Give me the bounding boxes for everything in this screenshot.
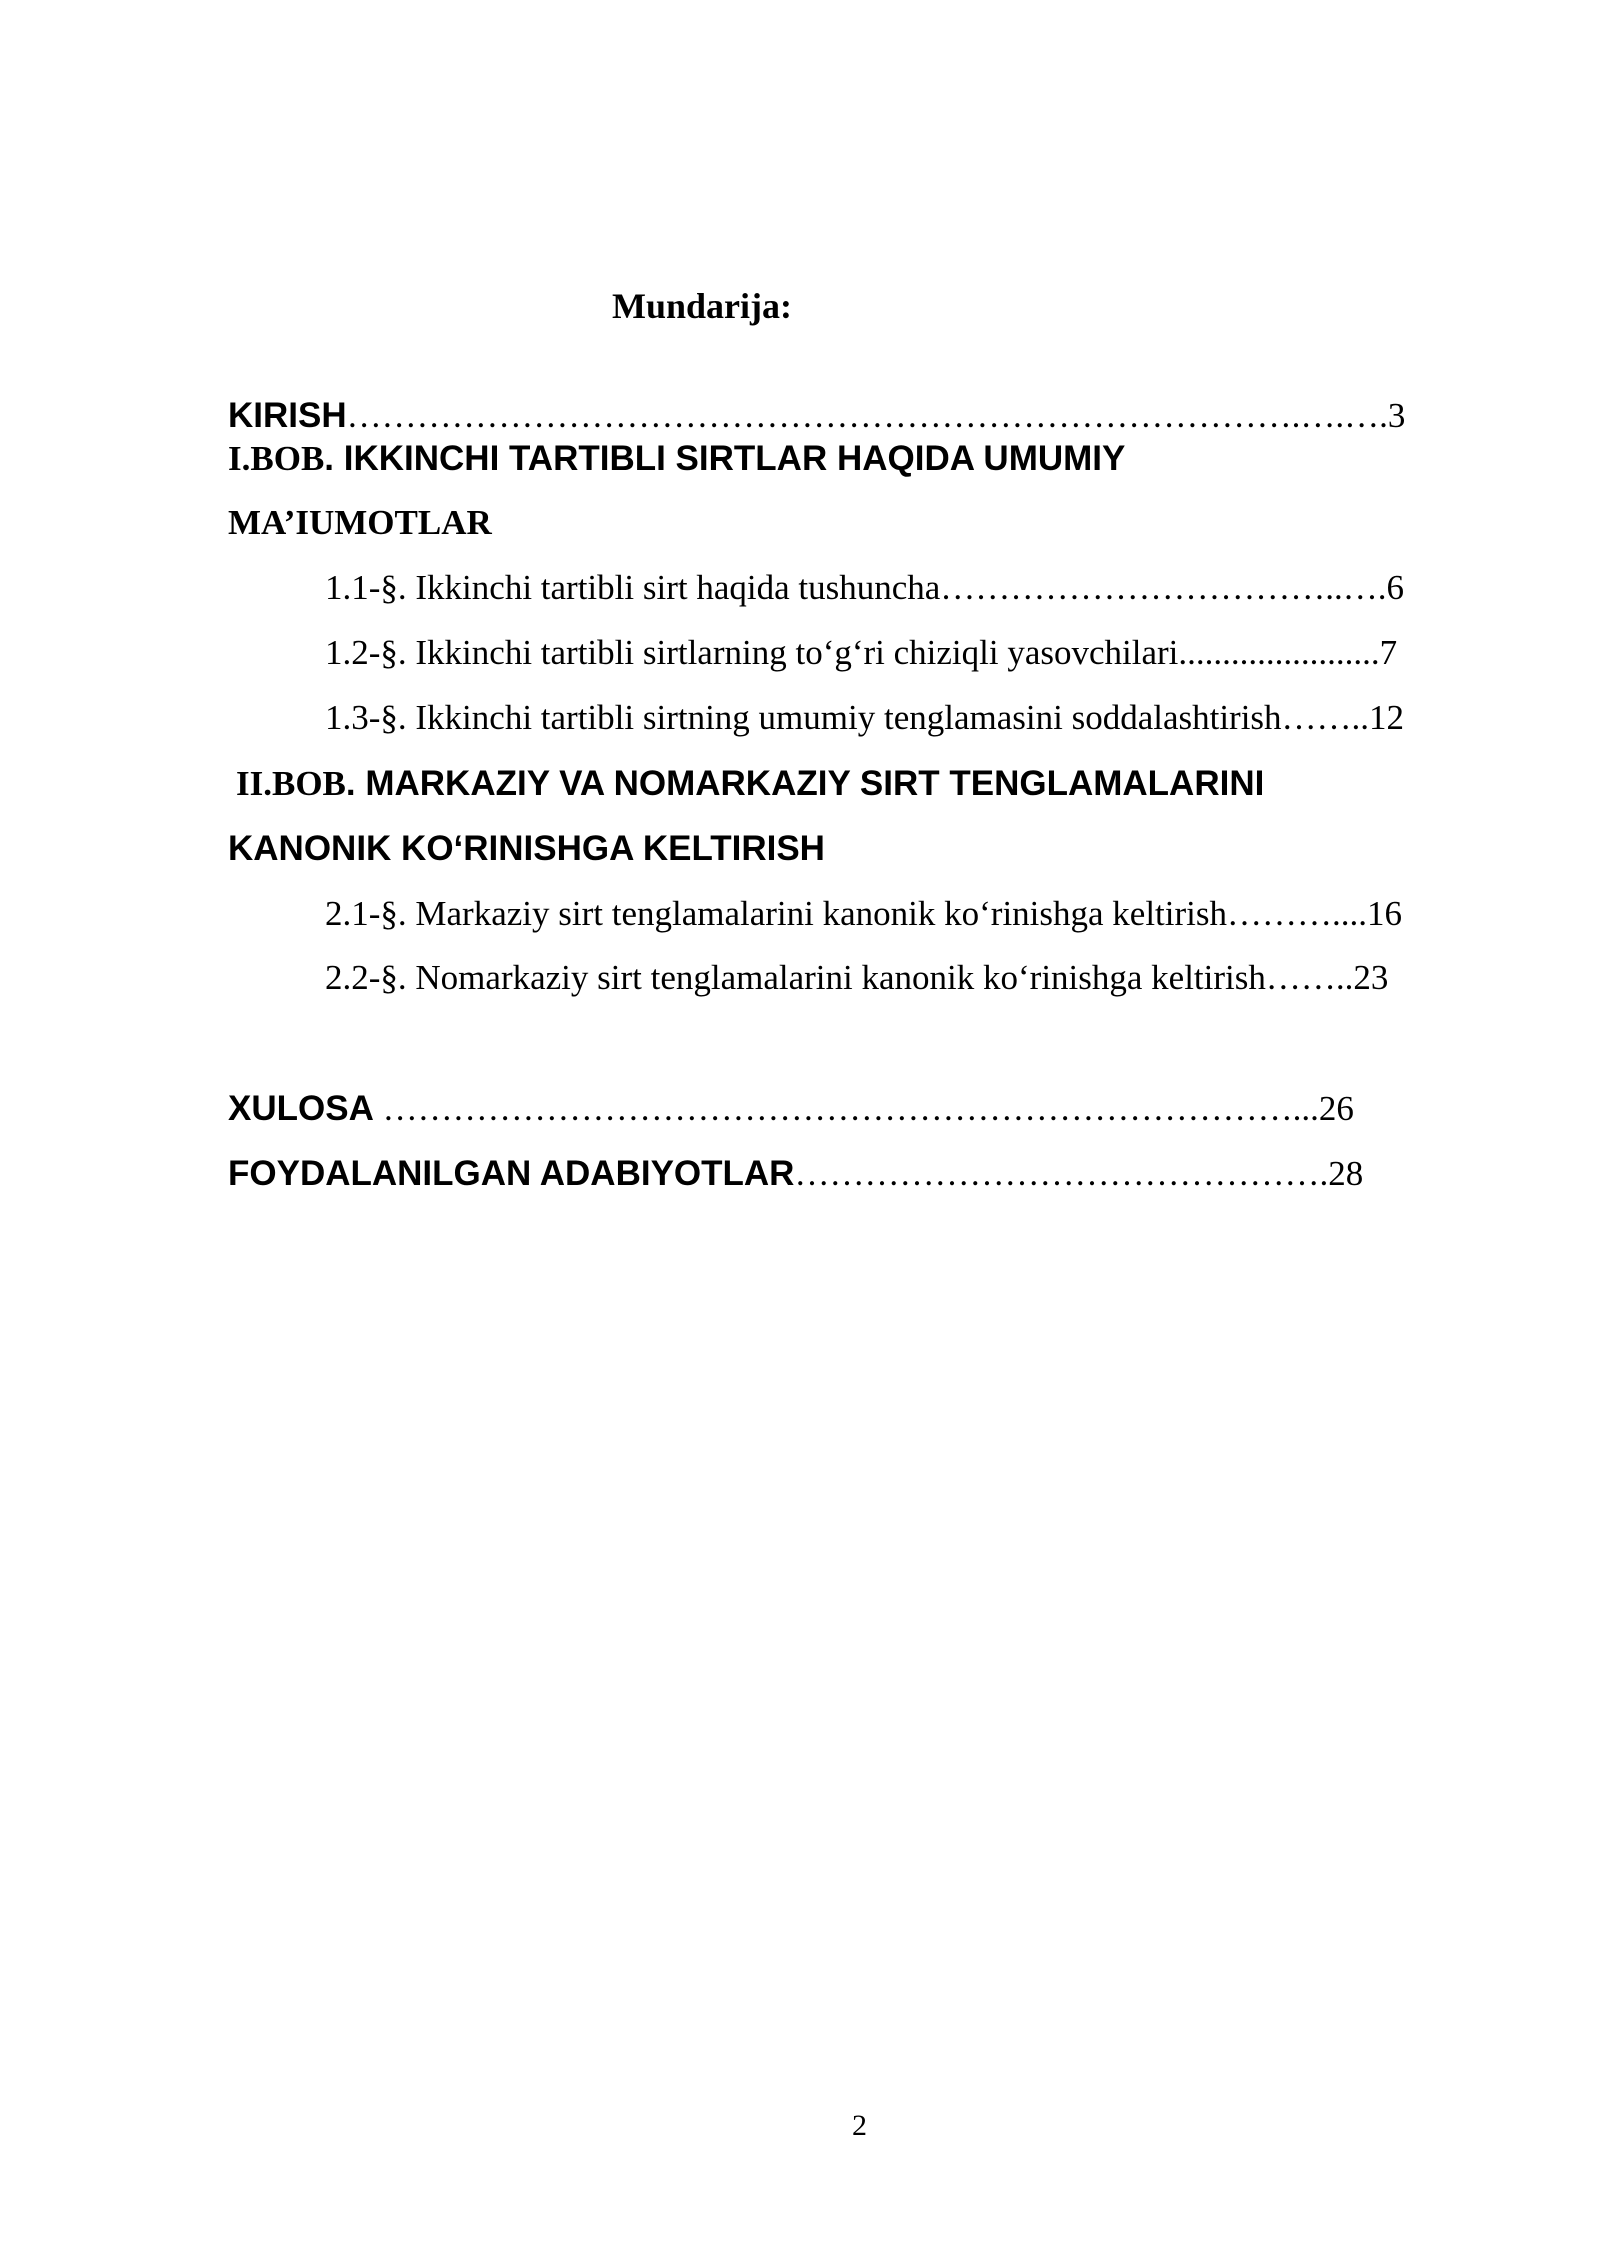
toc-entry-label: KIRISH	[228, 396, 347, 435]
toc-entry-section-2-2: 2.2-§. Nomarkaziy sirt tenglamalarini kanonik ko‘rinishga keltirish……..23	[325, 958, 1389, 997]
toc-leader: ……………………………………….	[794, 1154, 1329, 1193]
toc-chapter-label: II.BOB	[236, 764, 346, 803]
toc-chapter-title: MA’IUMOTLAR	[228, 503, 492, 542]
toc-entry-chapter-1	[228, 435, 1125, 483]
toc-entry-kirish	[228, 392, 1405, 440]
toc-chapter-title: . IKKINCHI TARTIBLI SIRTLAR HAQIDA UMUMIY	[324, 439, 1126, 478]
toc-entry-references	[228, 1150, 1363, 1198]
toc-entry-section-1-1: 1.1-§. Ikkinchi tartibli sirt haqida tushuncha……………………………..….6	[325, 568, 1405, 607]
toc-entry-xulosa	[228, 1085, 1354, 1133]
toc-page-number: 28	[1328, 1154, 1364, 1193]
toc-entry-label: FOYDALANILGAN ADABIYOTLAR	[228, 1154, 795, 1193]
toc-entry-chapter-2	[236, 760, 1264, 808]
toc-chapter-title: . MARKAZIY VA NOMARKAZIY SIRT TENGLAMALARINI	[345, 764, 1265, 803]
toc-entry-label: XULOSA	[228, 1089, 374, 1128]
page-number: 2	[852, 2109, 867, 2142]
toc-entry-section-1-2: 1.2-§. Ikkinchi tartibli sirtlarning to‘g‘ri chiziqli yasovchilari.......................7	[325, 633, 1398, 672]
toc-title: Mundarija:	[612, 286, 792, 326]
toc-entry-chapter-1-continued	[228, 499, 492, 547]
toc-page-number: 3	[1387, 396, 1406, 435]
toc-entry-chapter-2-continued: KANONIK KO‘RINISHGA KELTIRISH	[228, 829, 825, 868]
toc-page-number: 26	[1318, 1089, 1354, 1128]
toc-leader: ……………………………………………………………………...	[373, 1089, 1319, 1128]
toc-leader: ……………………………………………………………………….….….	[346, 396, 1388, 435]
toc-chapter-label: I.BOB	[228, 439, 325, 478]
toc-entry-section-1-3: 1.3-§. Ikkinchi tartibli sirtning umumiy tenglamasini soddalashtirish……..12	[325, 698, 1405, 737]
toc-entry-section-2-1: 2.1-§. Markaziy sirt tenglamalarini kanonik ko‘rinishga keltirish………....16	[325, 894, 1403, 933]
